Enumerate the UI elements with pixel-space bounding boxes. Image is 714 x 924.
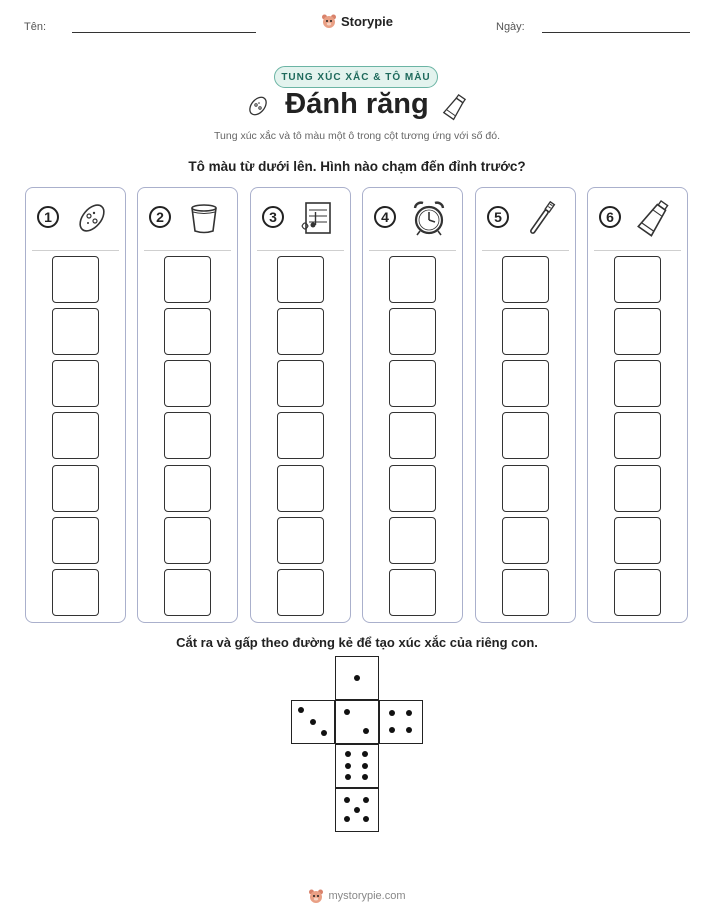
column-number: 3 [262,206,284,228]
coloring-cell[interactable] [502,360,549,407]
brand-logo [0,13,714,29]
dice-column-4 [362,187,463,623]
page-title: Đánh răng [285,88,429,120]
die-pip [345,763,351,769]
column-number: 1 [37,206,59,228]
coloring-cell[interactable] [164,465,211,512]
cut-instruction: Cắt ra và gấp theo đường kẻ để tạo xúc xắc của riêng con. [176,635,538,650]
die-pip [406,727,412,733]
coloring-cell[interactable] [52,465,99,512]
coloring-cell[interactable] [389,412,436,459]
toothpaste-icon [440,92,470,122]
die-pip [389,710,395,716]
die-face-5 [335,788,379,832]
die-pip [310,719,316,725]
coloring-cell[interactable] [164,517,211,564]
die-pip [354,675,360,681]
coloring-cell[interactable] [277,569,324,616]
date-line [542,32,690,33]
coloring-cell[interactable] [502,517,549,564]
coloring-cell[interactable] [277,256,324,303]
coloring-cell[interactable] [614,360,661,407]
die-pip [389,727,395,733]
coloring-cell[interactable] [164,412,211,459]
column-divider [257,250,344,251]
coloring-cell[interactable] [502,465,549,512]
date-label: Ngày: [496,21,525,33]
die-pip [298,707,304,713]
column-divider [369,250,456,251]
column-number: 6 [599,206,621,228]
coloring-cell[interactable] [52,569,99,616]
coloring-cell[interactable] [389,465,436,512]
activity-badge: TUNG XÚC XẮC & TÔ MÀU [274,66,438,88]
column-divider [144,250,231,251]
coloring-cell[interactable] [277,517,324,564]
coloring-cell[interactable] [389,256,436,303]
coloring-cell[interactable] [164,308,211,355]
die-pip [363,816,369,822]
coloring-cell[interactable] [389,569,436,616]
music-sheet-icon [297,198,337,238]
coloring-cell[interactable] [389,517,436,564]
coloring-cell[interactable] [614,308,661,355]
coloring-cell[interactable] [277,465,324,512]
footer-url[interactable]: mystorypie.com [328,890,406,902]
dice-column-2 [137,187,238,623]
coloring-cell[interactable] [52,412,99,459]
coloring-cell[interactable] [277,412,324,459]
coloring-cell[interactable] [502,569,549,616]
brand-name: Storypie [340,13,393,29]
coloring-cell[interactable] [389,308,436,355]
coloring-cell[interactable] [164,569,211,616]
coloring-cell[interactable] [614,256,661,303]
column-number: 2 [149,206,171,228]
coloring-cell[interactable] [164,256,211,303]
coloring-cell[interactable] [164,360,211,407]
die-pip [406,710,412,716]
coloring-cell[interactable] [389,360,436,407]
coloring-cell[interactable] [502,308,549,355]
die-pip [354,807,360,813]
dice-column-1 [25,187,126,623]
coloring-cell[interactable] [52,360,99,407]
name-line [72,32,256,33]
die-pip [321,730,327,736]
dice-column-3 [250,187,351,623]
die-pip [363,797,369,803]
coloring-cell[interactable] [277,360,324,407]
name-label: Tên: [24,21,47,33]
dice-column-5 [475,187,576,623]
toothbrush-icon [522,198,562,238]
toothpaste-icon [634,198,674,238]
bear-icon [308,888,324,904]
coloring-cell[interactable] [614,517,661,564]
coloring-cell[interactable] [52,256,99,303]
bear-icon [321,13,337,29]
die-pip [345,774,351,780]
die-pip [345,751,351,757]
die-pip [362,751,368,757]
die-face-3 [291,700,335,744]
germ-icon [72,198,112,238]
column-number: 4 [374,206,396,228]
coloring-cell[interactable] [614,412,661,459]
coloring-cell[interactable] [502,256,549,303]
coloring-cell[interactable] [52,517,99,564]
dice-column-6 [587,187,688,623]
die-pip [363,728,369,734]
column-divider [482,250,569,251]
die-face-4 [379,700,423,744]
die-pip [344,709,350,715]
instruction-text: Tô màu từ dưới lên. Hình nào chạm đến đỉnh trước? [188,159,526,174]
coloring-cell[interactable] [277,308,324,355]
die-pip [344,797,350,803]
footer [0,888,714,904]
die-face-6 [335,744,379,788]
cup-icon [184,198,224,238]
column-number: 5 [487,206,509,228]
coloring-cell[interactable] [614,569,661,616]
page-subtitle: Tung xúc xắc và tô màu một ô trong cột tương ứng với số đó. [214,130,500,142]
die-face-2 [335,700,379,744]
die-pip [344,816,350,822]
alarm-clock-icon [409,198,449,238]
coloring-cell[interactable] [502,412,549,459]
coloring-cell[interactable] [52,308,99,355]
coloring-cell[interactable] [614,465,661,512]
die-pip [362,763,368,769]
column-divider [32,250,119,251]
die-face-1 [335,656,379,700]
die-pip [362,774,368,780]
column-divider [594,250,681,251]
